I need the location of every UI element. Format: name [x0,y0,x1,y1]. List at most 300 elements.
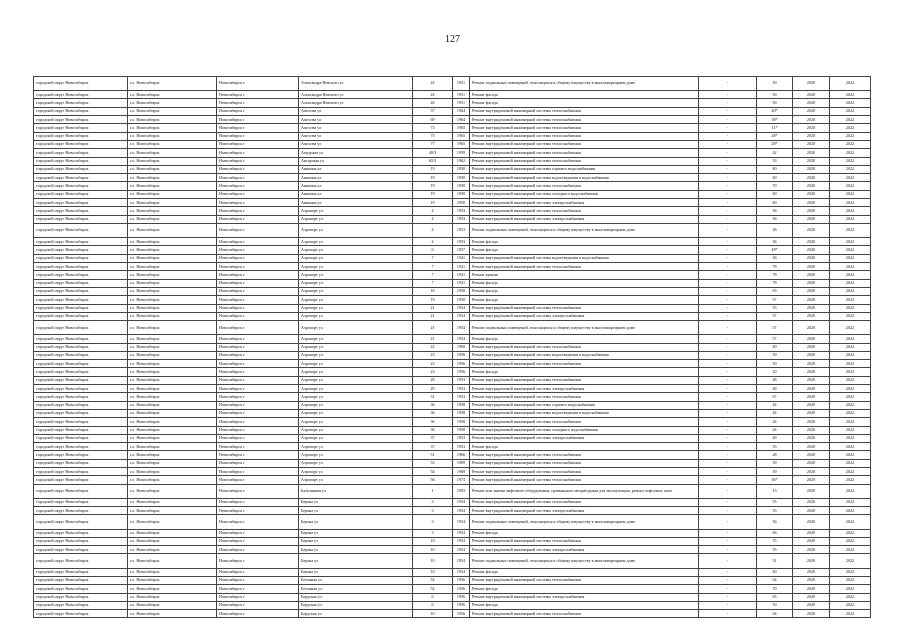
municipality-cell: городской округ Новосибирск [34,593,128,601]
house-number-cell: 10 [413,554,453,568]
house-number-cell: 6 [413,601,453,609]
house-number-cell: 21 [413,312,453,320]
table-row [34,199,871,207]
street-cell: Аэропорт ул [299,279,413,287]
municipality-cell: городской округ Новосибирск [34,124,128,132]
wear-percent-cell: 57 [757,312,793,320]
wear-percent-cell: 57 [757,335,793,343]
work-type-cell: Ремонт фасада [470,238,699,246]
municipality-cell: городской округ Новосибирск [34,223,128,237]
locality-cell: Новосибирск г [217,468,299,476]
street-cell: Аэропорт ул [299,376,413,384]
placeholder-cell: - [699,182,757,190]
period-end-cell: 2022 [830,468,871,476]
work-type-cell: Ремонт внутридомовой инженерной системы водоотведения и водоснабжения [470,254,699,262]
placeholder-cell: - [699,451,757,459]
settlement-cell: г.о. Новосибирск [128,554,217,568]
period-start-cell: 2020 [793,476,830,484]
municipality-cell: городской округ Новосибирск [34,304,128,312]
period-end-cell: 2022 [830,124,871,132]
year-built-cell: 1956 [453,585,470,593]
street-cell: Беранa ул [299,507,413,515]
settlement-cell: г.о. Новосибирск [128,279,217,287]
settlement-cell: г.о. Новосибирск [128,223,217,237]
period-end-cell: 2022 [830,140,871,148]
settlement-cell: г.о. Новосибирск [128,174,217,182]
locality-cell: Новосибирск г [217,296,299,304]
table-row [34,385,871,393]
table-row [34,468,871,476]
placeholder-cell: - [699,165,757,173]
house-number-cell: 65/3 [413,157,453,165]
period-start-cell: 2020 [793,157,830,165]
work-type-cell: Ремонт внутридомовой инженерной системы холодного водоснабжения [470,426,699,434]
municipality-cell: городской округ Новосибирск [34,312,128,320]
work-type-cell: Ремонт фасада [470,279,699,287]
wear-percent-cell: 50 [757,99,793,107]
table-row [34,132,871,140]
municipality-cell: городской округ Новосибирск [34,385,128,393]
table-row [34,207,871,215]
locality-cell: Новосибирск г [217,585,299,593]
locality-cell: Новосибирск г [217,498,299,506]
street-cell: Аэропорт ул [299,468,413,476]
work-type-cell: Ремонт внутридомовой инженерной системы теплоснабжения [470,393,699,401]
house-number-cell: 40/3 [413,149,453,157]
placeholder-cell: - [699,401,757,409]
year-built-cell: 1950 [453,174,470,182]
placeholder-cell: - [699,426,757,434]
wear-percent-cell: 36 [757,254,793,262]
street-cell: Аникина ул [299,190,413,198]
work-type-cell: Ремонт внутридомовой инженерной системы теплоснабжения [470,610,699,618]
house-number-cell: 36 [413,409,453,417]
settlement-cell: г.о. Новосибирск [128,107,217,115]
municipality-cell: городской округ Новосибирск [34,107,128,115]
settlement-cell: г.о. Новосибирск [128,593,217,601]
locality-cell: Новосибирск г [217,199,299,207]
table-row [34,529,871,537]
work-type-cell: Ремонт внутридомовой инженерной системы горячего водоснабжения [470,165,699,173]
year-built-cell: 1958 [453,409,470,417]
period-end-cell: 2022 [830,393,871,401]
placeholder-cell: - [699,287,757,295]
year-built-cell: 1974 [453,476,470,484]
street-cell: Александра Невского ул [299,91,413,99]
municipality-cell: городской округ Новосибирск [34,576,128,584]
period-end-cell: 2022 [830,476,871,484]
street-cell: Бердская ул [299,610,413,618]
work-type-cell: Ремонт внутридомовой инженерной системы теплоснабжения [470,182,699,190]
municipality-cell: городской округ Новосибирск [34,343,128,351]
locality-cell: Новосибирск г [217,351,299,359]
work-type-cell: Ремонт крыши [470,271,699,279]
wear-percent-cell: 39 [757,468,793,476]
house-number-cell: 22 [413,343,453,351]
period-start-cell: 2020 [793,238,830,246]
settlement-cell: г.о. Новосибирск [128,385,217,393]
placeholder-cell: - [699,132,757,140]
locality-cell: Новосибирск г [217,132,299,140]
placeholder-cell: - [699,351,757,359]
year-built-cell: 1960 [453,343,470,351]
locality-cell: Новосибирск г [217,515,299,529]
table-row [34,351,871,359]
period-end-cell: 2022 [830,459,871,467]
placeholder-cell: - [699,484,757,498]
wear-percent-cell: 60 [757,568,793,576]
period-end-cell: 2022 [830,132,871,140]
period-start-cell: 2020 [793,426,830,434]
municipality-cell: городской округ Новосибирск [34,182,128,190]
period-start-cell: 2020 [793,576,830,584]
house-number-cell: 3 [413,529,453,537]
table-row [34,498,871,506]
placeholder-cell: - [699,368,757,376]
settlement-cell: г.о. Новосибирск [128,287,217,295]
locality-cell: Новосибирск г [217,99,299,107]
period-start-cell: 2020 [793,199,830,207]
period-end-cell: 2022 [830,263,871,271]
year-built-cell: 1956 [453,593,470,601]
locality-cell: Новосибирск г [217,287,299,295]
table-row [34,215,871,223]
house-number-cell: 37 [413,443,453,451]
house-number-cell: 73 [413,124,453,132]
period-start-cell: 2020 [793,360,830,368]
municipality-cell: городской округ Новосибирск [34,401,128,409]
settlement-cell: г.о. Новосибирск [128,459,217,467]
wear-percent-cell: 40* [757,107,793,115]
settlement-cell: г.о. Новосибирск [128,351,217,359]
settlement-cell: г.о. Новосибирск [128,409,217,417]
street-cell: Беранa ул [299,537,413,545]
settlement-cell: г.о. Новосибирск [128,610,217,618]
street-cell: Аэропорт ул [299,360,413,368]
municipality-cell: городской округ Новосибирск [34,287,128,295]
period-start-cell: 2020 [793,451,830,459]
house-number-cell: 19 [413,296,453,304]
table-row [34,515,871,529]
municipality-cell: городской округ Новосибирск [34,515,128,529]
settlement-cell: г.о. Новосибирск [128,199,217,207]
house-number-cell: 31 [413,393,453,401]
placeholder-cell: - [699,304,757,312]
placeholder-cell: - [699,554,757,568]
house-number-cell: 4 [413,215,453,223]
wear-percent-cell: 48 [757,376,793,384]
period-start-cell: 2020 [793,165,830,173]
work-type-cell: Ремонт внутридомовой инженерной системы теплоснабжения [470,376,699,384]
year-built-cell: 1969 [453,459,470,467]
municipality-cell: городской округ Новосибирск [34,368,128,376]
page-number: 127 [445,34,460,45]
period-start-cell: 2020 [793,385,830,393]
capital-repair-table [33,76,871,618]
settlement-cell: г.о. Новосибирск [128,368,217,376]
period-start-cell: 2020 [793,343,830,351]
year-built-cell: 1950 [453,199,470,207]
period-end-cell: 2022 [830,99,871,107]
house-number-cell: 21 [413,335,453,343]
period-start-cell: 2020 [793,107,830,115]
table-row [34,304,871,312]
settlement-cell: г.о. Новосибирск [128,418,217,426]
settlement-cell: г.о. Новосибирск [128,476,217,484]
period-start-cell: 2020 [793,182,830,190]
house-number-cell: 10 [413,537,453,545]
wear-percent-cell: 55 [757,537,793,545]
placeholder-cell: - [699,279,757,287]
work-type-cell: Ремонт подвальных помещений, относящихся к общему имуществу в многоквартирном доме [470,321,699,335]
house-number-cell: 6 [413,246,453,254]
locality-cell: Новосибирск г [217,174,299,182]
placeholder-cell: - [699,215,757,223]
locality-cell: Новосибирск г [217,304,299,312]
placeholder-cell: - [699,107,757,115]
work-type-cell: Ремонт внутридомовой инженерной системы теплоснабжения [470,476,699,484]
street-cell: Аэропорт ул [299,385,413,393]
wear-percent-cell: 36 [757,215,793,223]
municipality-cell: городской округ Новосибирск [34,418,128,426]
period-end-cell: 2022 [830,215,871,223]
house-number-cell: 37 [413,434,453,442]
placeholder-cell: - [699,529,757,537]
placeholder-cell: - [699,91,757,99]
house-number-cell: 3 [413,498,453,506]
locality-cell: Новосибирск г [217,263,299,271]
locality-cell: Новосибирск г [217,271,299,279]
municipality-cell: городской округ Новосибирск [34,149,128,157]
settlement-cell: г.о. Новосибирск [128,271,217,279]
period-end-cell: 2022 [830,537,871,545]
year-built-cell: 1954 [453,529,470,537]
table-row [34,287,871,295]
table-row [34,238,871,246]
wear-percent-cell: 67 [757,393,793,401]
year-built-cell: 1953 [453,215,470,223]
wear-percent-cell: 60 [757,165,793,173]
wear-percent-cell: 40 [757,343,793,351]
work-type-cell: Ремонт внутридомовой инженерной системы электроснабжения [470,434,699,442]
street-cell: Аэропорт ул [299,238,413,246]
settlement-cell: г.о. Новосибирск [128,312,217,320]
year-built-cell: 1953 [453,207,470,215]
settlement-cell: г.о. Новосибирск [128,515,217,529]
placeholder-cell: - [699,207,757,215]
house-number-cell: 23 [413,368,453,376]
municipality-cell: городской округ Новосибирск [34,199,128,207]
house-number-cell: 23 [413,360,453,368]
year-built-cell: 1951 [453,91,470,99]
year-built-cell: 1954 [453,554,470,568]
work-type-cell: Ремонт внутридомовой инженерной системы электроснабжения [470,546,699,554]
house-number-cell: 23 [413,351,453,359]
settlement-cell: г.о. Новосибирск [128,157,217,165]
period-start-cell: 2020 [793,279,830,287]
table-row [34,418,871,426]
placeholder-cell: - [699,585,757,593]
street-cell: Аэропорт ул [299,434,413,442]
table-row [34,99,871,107]
period-start-cell: 2020 [793,132,830,140]
wear-percent-cell: 64 [757,576,793,584]
house-number-cell: 75 [413,132,453,140]
municipality-cell: городской округ Новосибирск [34,254,128,262]
table-row [34,507,871,515]
year-built-cell: 1964 [453,116,470,124]
municipality-cell: городской округ Новосибирск [34,157,128,165]
locality-cell: Новосибирск г [217,223,299,237]
locality-cell: Новосибирск г [217,537,299,545]
period-start-cell: 2020 [793,207,830,215]
table-row [34,140,871,148]
house-number-cell: 29 [413,385,453,393]
municipality-cell: городской округ Новосибирск [34,351,128,359]
locality-cell: Новосибирск г [217,182,299,190]
period-end-cell: 2022 [830,376,871,384]
period-end-cell: 2022 [830,271,871,279]
table-body [34,77,871,618]
year-built-cell: 1965 [453,140,470,148]
period-end-cell: 2022 [830,351,871,359]
placeholder-cell: - [699,99,757,107]
street-cell: Амосова ул [299,132,413,140]
work-type-cell: Ремонт фасада [470,246,699,254]
settlement-cell: г.о. Новосибирск [128,343,217,351]
table-row [34,296,871,304]
placeholder-cell: - [699,271,757,279]
year-built-cell: 1954 [453,568,470,576]
wear-percent-cell: 48* [757,246,793,254]
placeholder-cell: - [699,174,757,182]
wear-percent-cell: 50 [757,91,793,99]
placeholder-cell: - [699,434,757,442]
wear-percent-cell: 57 [757,296,793,304]
table-row [34,335,871,343]
street-cell: Аэропорт ул [299,271,413,279]
period-start-cell: 2020 [793,263,830,271]
locality-cell: Новосибирск г [217,507,299,515]
locality-cell: Новосибирск г [217,401,299,409]
house-number-cell: 3 [413,507,453,515]
house-number-cell: 10 [413,610,453,618]
period-start-cell: 2020 [793,468,830,476]
street-cell: Бердская ул [299,601,413,609]
municipality-cell: городской округ Новосибирск [34,174,128,182]
wear-percent-cell: 55 [757,507,793,515]
work-type-cell: Ремонт фасада [470,91,699,99]
table-row [34,263,871,271]
period-end-cell: 2022 [830,190,871,198]
street-cell: Амосова ул [299,124,413,132]
house-number-cell: 52 [413,576,453,584]
period-end-cell: 2022 [830,507,871,515]
year-built-cell: 1950 [453,165,470,173]
placeholder-cell: - [699,459,757,467]
placeholder-cell: - [699,498,757,506]
wear-percent-cell: 78 [757,263,793,271]
wear-percent-cell: 55 [757,546,793,554]
locality-cell: Новосибирск г [217,215,299,223]
table-row [34,149,871,157]
street-cell: Аникина ул [299,174,413,182]
period-end-cell: 2022 [830,165,871,173]
period-start-cell: 2020 [793,190,830,198]
locality-cell: Новосибирск г [217,451,299,459]
settlement-cell: г.о. Новосибирск [128,149,217,157]
work-type-cell: Ремонт внутридомовой инженерной системы теплоснабжения [470,263,699,271]
wear-percent-cell: 55 [757,443,793,451]
year-built-cell: 1953 [453,238,470,246]
year-built-cell: 1951 [453,77,470,91]
locality-cell: Новосибирск г [217,393,299,401]
wear-percent-cell: 60 [757,174,793,182]
locality-cell: Новосибирск г [217,77,299,91]
period-end-cell: 2022 [830,585,871,593]
municipality-cell: городской округ Новосибирск [34,335,128,343]
house-number-cell: 4 [413,207,453,215]
wear-percent-cell: 63 [757,287,793,295]
period-end-cell: 2022 [830,498,871,506]
street-cell: Амосова ул [299,116,413,124]
work-type-cell: Ремонт внутридомовой инженерной системы теплоснабжения [470,107,699,115]
wear-percent-cell: 44 [757,426,793,434]
period-start-cell: 2020 [793,215,830,223]
municipality-cell: городской округ Новосибирск [34,360,128,368]
locality-cell: Новосибирск г [217,116,299,124]
table-row [34,568,871,576]
municipality-cell: городской округ Новосибирск [34,434,128,442]
placeholder-cell: - [699,376,757,384]
street-cell: Аэропорт ул [299,401,413,409]
placeholder-cell: - [699,190,757,198]
wear-percent-cell: 38* [757,116,793,124]
work-type-cell: Ремонт фасада [470,601,699,609]
street-cell: Амурская ул [299,149,413,157]
wear-percent-cell: 49 [757,434,793,442]
house-number-cell: 52 [413,585,453,593]
work-type-cell: Ремонт фасада [470,368,699,376]
table-row [34,174,871,182]
table-row [34,116,871,124]
table-row [34,434,871,442]
placeholder-cell: - [699,476,757,484]
wear-percent-cell: 60 [757,199,793,207]
locality-cell: Новосибирск г [217,140,299,148]
placeholder-cell: - [699,593,757,601]
period-end-cell: 2022 [830,321,871,335]
period-end-cell: 2022 [830,279,871,287]
municipality-cell: городской округ Новосибирск [34,132,128,140]
municipality-cell: городской округ Новосибирск [34,238,128,246]
locality-cell: Новосибирск г [217,459,299,467]
period-end-cell: 2022 [830,593,871,601]
year-built-cell: 1954 [453,515,470,529]
period-start-cell: 2020 [793,174,830,182]
period-start-cell: 2020 [793,351,830,359]
period-end-cell: 2022 [830,546,871,554]
period-start-cell: 2020 [793,287,830,295]
street-cell: Аэропорт ул [299,304,413,312]
house-number-cell: 1 [413,484,453,498]
placeholder-cell: - [699,468,757,476]
year-built-cell: 1951 [453,99,470,107]
wear-percent-cell: 33 [757,157,793,165]
year-built-cell: 1953 [453,434,470,442]
house-number-cell: 7 [413,254,453,262]
locality-cell: Новосибирск г [217,238,299,246]
